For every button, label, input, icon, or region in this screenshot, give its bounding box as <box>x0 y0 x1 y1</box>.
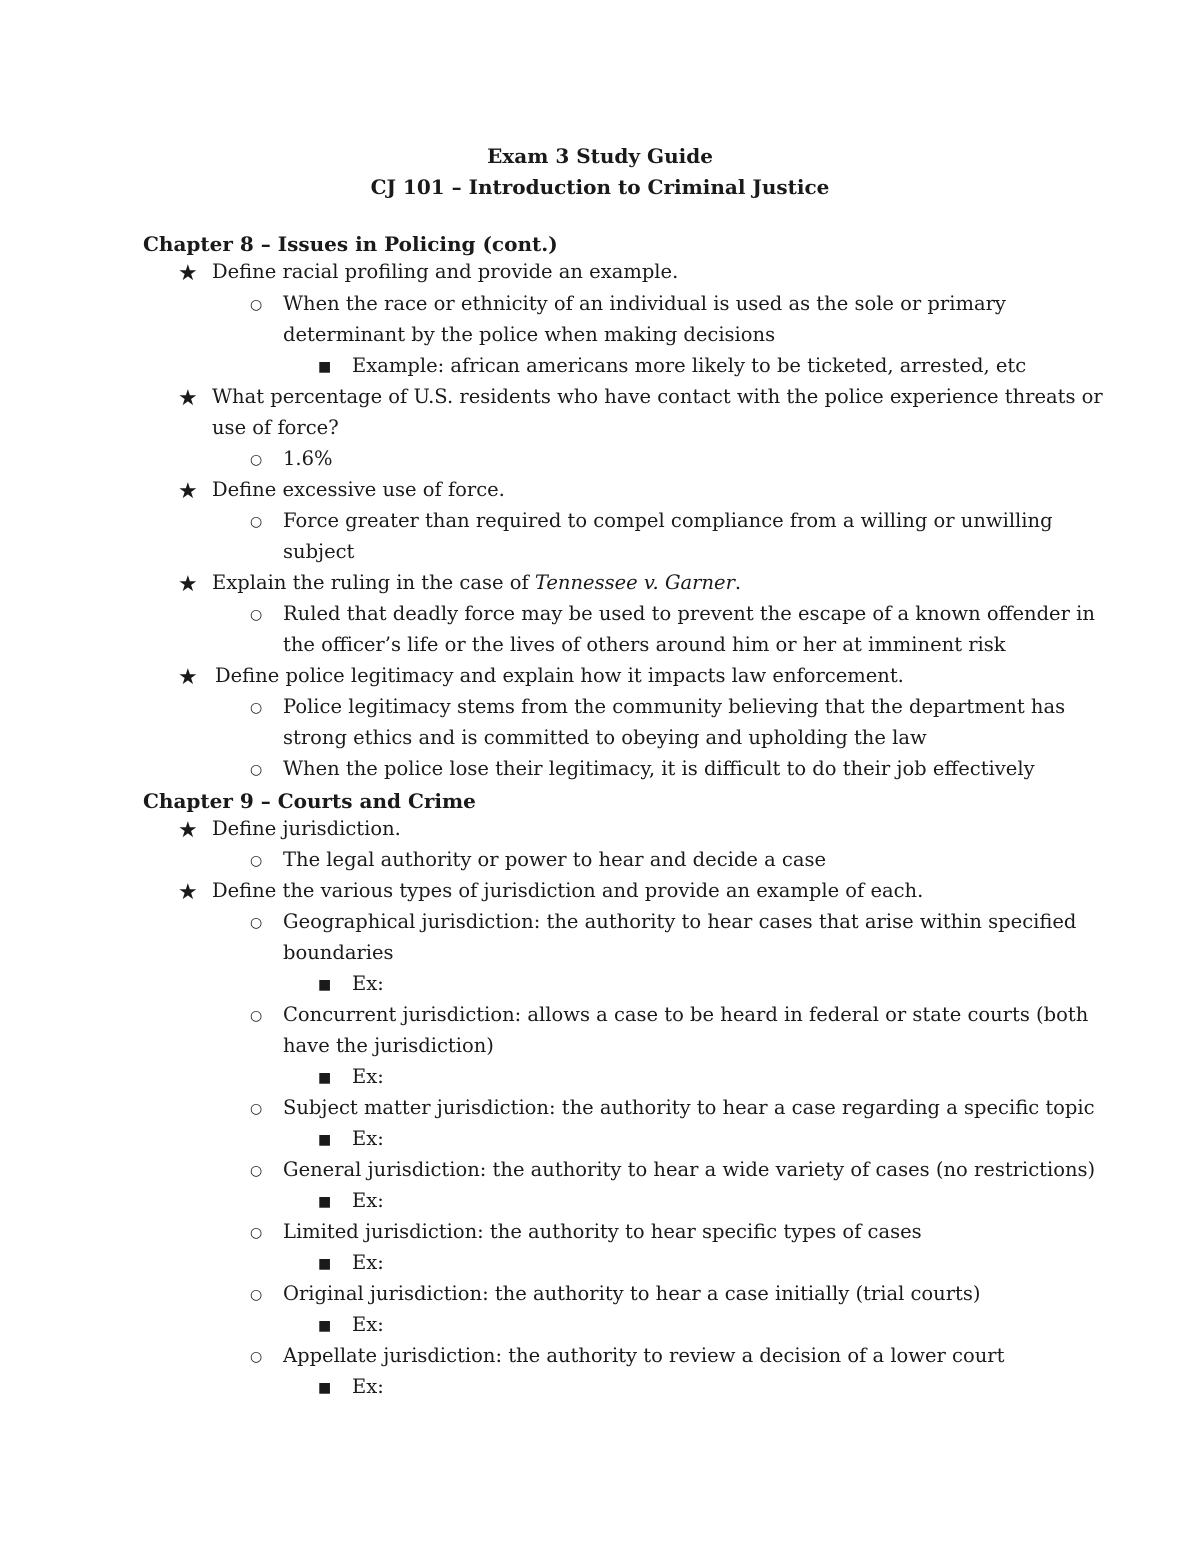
ch8-example-racial-profiling: Example: african americans more likely to be ticketed, arrested, etc <box>352 354 1027 377</box>
ch8-question-force-percentage-line2: use of force? <box>212 416 339 439</box>
ch9-question-jurisdiction-types: Define the various types of jurisdiction and provide an example of each. <box>212 879 924 902</box>
ch9-concurrent-line2: have the jurisdiction) <box>283 1034 494 1057</box>
question-suffix: . <box>734 571 742 594</box>
square-bullet-icon: ■ <box>318 1256 332 1272</box>
ch9-original-example: Ex: <box>352 1313 384 1336</box>
circle-bullet-icon: ○ <box>250 915 263 931</box>
ch9-general: General jurisdiction: the authority to hear a wide variety of cases (no restrictions) <box>283 1158 1096 1181</box>
square-bullet-icon: ■ <box>318 977 332 993</box>
circle-bullet-icon: ○ <box>250 1008 263 1024</box>
square-bullet-icon: ■ <box>318 359 332 375</box>
circle-bullet-icon: ○ <box>250 700 263 716</box>
ch8-answer-force-percentage: 1.6% <box>283 447 333 470</box>
ch8-answer-excessive-force-line1: Force greater than required to compel compliance from a willing or unwilling <box>283 509 1053 532</box>
circle-bullet-icon: ○ <box>250 297 263 313</box>
ch8-answer-garner-line2: the officer’s life or the lives of others around him or her at imminent risk <box>283 633 1006 656</box>
circle-bullet-icon: ○ <box>250 762 263 778</box>
ch8-answer-legitimacy-effect: When the police lose their legitimacy, it is difficult to do their job effectively <box>283 757 1035 780</box>
ch8-answer-racial-profiling-line1: When the race or ethnicity of an individual is used as the sole or primary <box>283 292 1006 315</box>
ch9-geographical-example: Ex: <box>352 972 384 995</box>
circle-bullet-icon: ○ <box>250 1101 263 1117</box>
chapter-8-heading: Chapter 8 – Issues in Policing (cont.) <box>143 232 558 256</box>
circle-bullet-icon: ○ <box>250 1163 263 1179</box>
star-bullet-icon: ★ <box>178 818 198 843</box>
ch9-geographical-line2: boundaries <box>283 941 394 964</box>
star-bullet-icon: ★ <box>178 261 198 286</box>
circle-bullet-icon: ○ <box>250 514 263 530</box>
case-name: Tennessee v. Garner <box>534 571 735 594</box>
ch8-question-excessive-force: Define excessive use of force. <box>212 478 505 501</box>
ch8-question-tennessee-v-garner <box>212 570 741 596</box>
star-bullet-icon: ★ <box>178 665 198 690</box>
ch8-answer-legitimacy-line1: Police legitimacy stems from the community believing that the department has <box>283 695 1066 718</box>
ch8-answer-excessive-force-line2: subject <box>283 540 355 563</box>
ch9-concurrent-line1: Concurrent jurisdiction: allows a case to be heard in federal or state courts (both <box>283 1003 1089 1026</box>
ch9-geographical-line1: Geographical jurisdiction: the authority to hear cases that arise within specified <box>283 910 1077 933</box>
document-subtitle: CJ 101 – Introduction to Criminal Justice <box>370 175 830 199</box>
circle-bullet-icon: ○ <box>250 452 263 468</box>
circle-bullet-icon: ○ <box>250 1225 263 1241</box>
circle-bullet-icon: ○ <box>250 1287 263 1303</box>
question-prefix: Explain the ruling in the case of <box>212 571 535 594</box>
ch9-subject-matter-example: Ex: <box>352 1127 384 1150</box>
ch8-question-racial-profiling: Define racial profiling and provide an example. <box>212 260 679 283</box>
ch8-question-force-percentage-line1: What percentage of U.S. residents who have contact with the police experience threats or <box>212 385 1103 408</box>
ch9-limited-example: Ex: <box>352 1251 384 1274</box>
ch9-appellate-example: Ex: <box>352 1375 384 1398</box>
circle-bullet-icon: ○ <box>250 853 263 869</box>
square-bullet-icon: ■ <box>318 1194 332 1210</box>
ch9-original: Original jurisdiction: the authority to hear a case initially (trial courts) <box>283 1282 981 1305</box>
square-bullet-icon: ■ <box>318 1070 332 1086</box>
ch9-answer-jurisdiction: The legal authority or power to hear and decide a case <box>283 848 826 871</box>
star-bullet-icon: ★ <box>178 880 198 905</box>
circle-bullet-icon: ○ <box>250 607 263 623</box>
ch8-question-police-legitimacy: Define police legitimacy and explain how it impacts law enforcement. <box>215 664 904 687</box>
star-bullet-icon: ★ <box>178 386 198 411</box>
star-bullet-icon: ★ <box>178 572 198 597</box>
star-bullet-icon: ★ <box>178 479 198 504</box>
ch8-answer-legitimacy-line2: strong ethics and is committed to obeying and upholding the law <box>283 726 927 749</box>
square-bullet-icon: ■ <box>318 1132 332 1148</box>
document-title: Exam 3 Study Guide <box>487 144 713 168</box>
ch9-concurrent-example: Ex: <box>352 1065 384 1088</box>
ch9-question-jurisdiction: Define jurisdiction. <box>212 817 401 840</box>
ch9-general-example: Ex: <box>352 1189 384 1212</box>
ch9-subject-matter: Subject matter jurisdiction: the authority to hear a case regarding a specific topic <box>283 1096 1095 1119</box>
square-bullet-icon: ■ <box>318 1318 332 1334</box>
circle-bullet-icon: ○ <box>250 1349 263 1365</box>
ch8-answer-racial-profiling-line2: determinant by the police when making decisions <box>283 323 776 346</box>
ch8-answer-garner-line1: Ruled that deadly force may be used to prevent the escape of a known offender in <box>283 602 1095 625</box>
chapter-9-heading: Chapter 9 – Courts and Crime <box>143 789 476 813</box>
ch9-limited: Limited jurisdiction: the authority to hear specific types of cases <box>283 1220 922 1243</box>
ch9-appellate: Appellate jurisdiction: the authority to review a decision of a lower court <box>283 1344 1005 1367</box>
square-bullet-icon: ■ <box>318 1380 332 1396</box>
